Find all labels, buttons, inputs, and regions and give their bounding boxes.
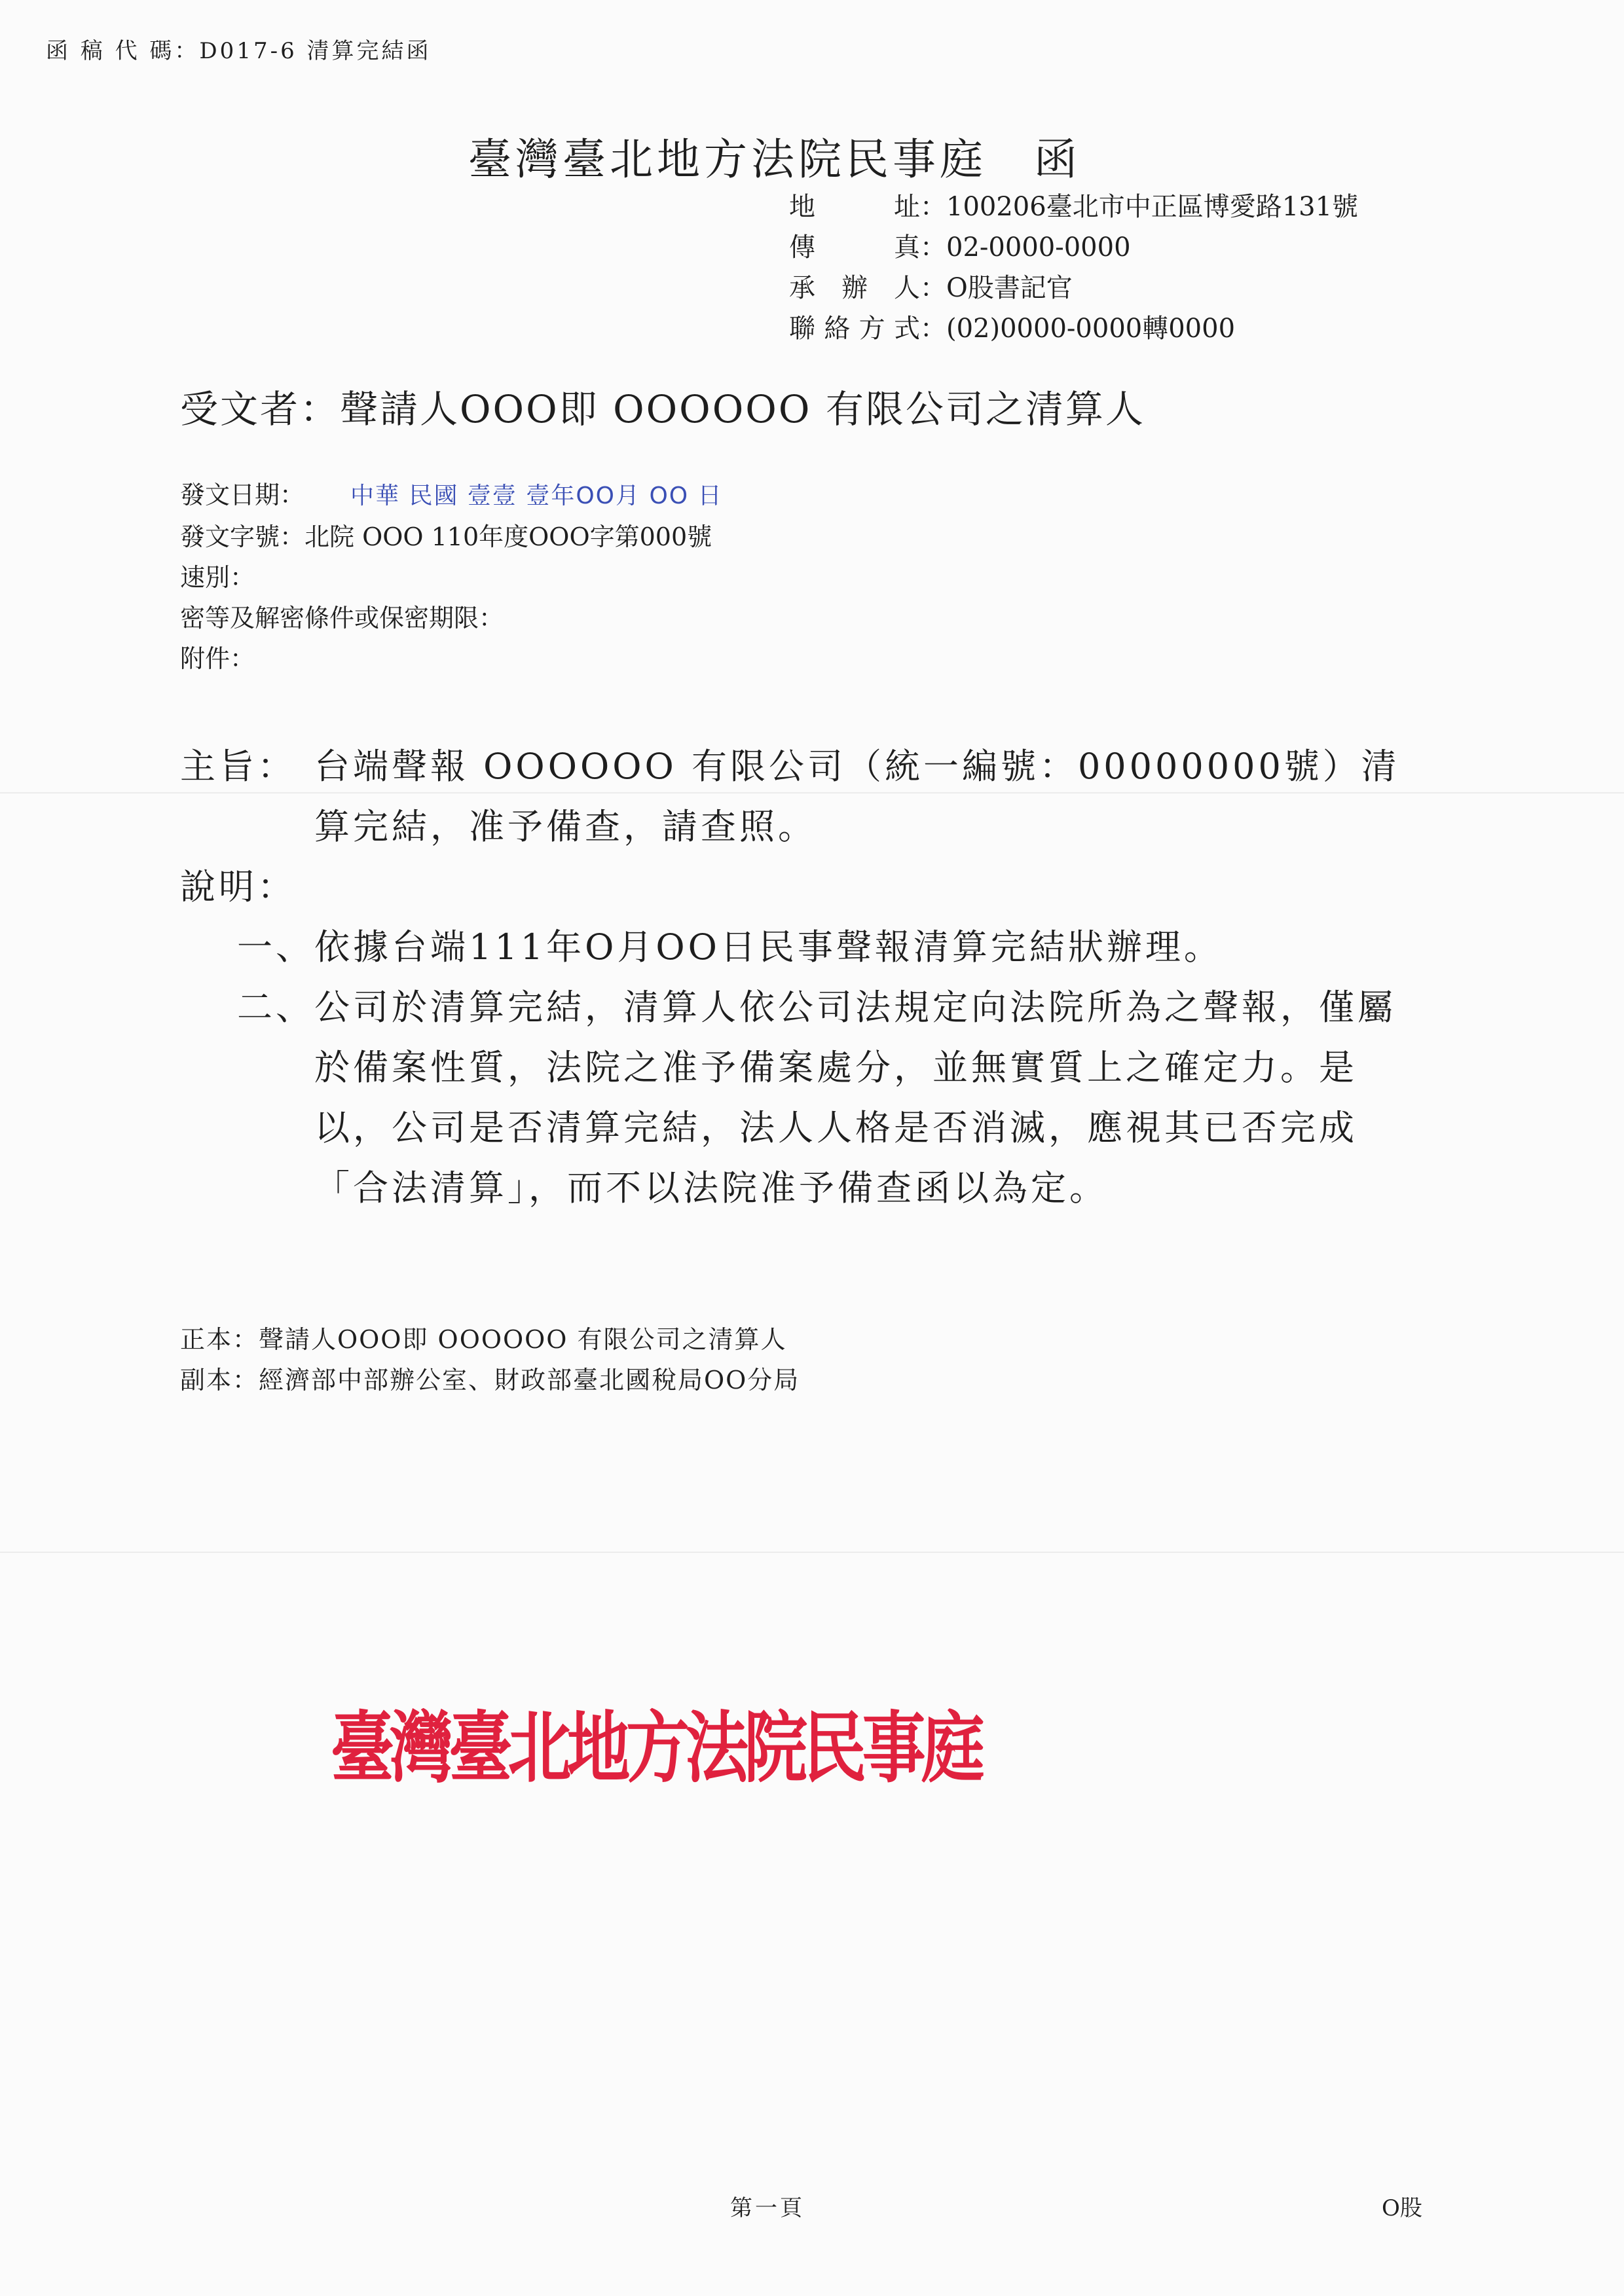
contact-fax: 傳真 ： 02-0000-0000 bbox=[789, 232, 1131, 263]
issue-date: 發文日期： 中華 民國 壹壹 壹年OO月 OO 日 bbox=[180, 481, 723, 509]
original-recipient: 正本：聲請人OOO即 OOOOOO 有限公司之清算人 bbox=[180, 1325, 787, 1354]
contact-phone: 聯絡方式 ： (02)0000-0000轉0000 bbox=[789, 314, 1236, 344]
speed-class: 速別： bbox=[180, 563, 255, 592]
copies-block bbox=[180, 1319, 800, 1400]
letter-body bbox=[180, 737, 1434, 1218]
recipient: 受文者：聲請人OOO即 OOOOOO 有限公司之清算人 bbox=[180, 387, 1145, 431]
explanation-label: 說明： bbox=[180, 866, 296, 907]
subject: 主旨： 台端聲報 OOOOOO 有限公司（統一編號：00000000號）清算完結，准予備查，請查照。 bbox=[180, 746, 1400, 847]
page-number: 第一頁 bbox=[730, 2195, 805, 2221]
secrecy-level: 密等及解密條件或保密期限： bbox=[180, 604, 504, 632]
attachment: 附件： bbox=[180, 644, 255, 673]
contact-block bbox=[789, 187, 1358, 349]
court-seal-stamp: 臺灣臺北地方法院民事庭 bbox=[331, 1703, 981, 1793]
document-title: 臺灣臺北地方法院民事庭 函 bbox=[468, 134, 1081, 185]
explanation-item: 一、 依據台端111年O月OO日民事聲報清算完結狀辦理。 bbox=[237, 926, 1223, 968]
form-code: 函 稿 代 碼：D017-6 清算完結函 bbox=[46, 38, 432, 64]
copy-recipient: 副本：經濟部中部辦公室、財政部臺北國稅局OO分局 bbox=[180, 1366, 800, 1394]
document-number: 發文字號：北院 OOO 110年度OOO字第000號 bbox=[180, 522, 712, 551]
document-meta bbox=[180, 475, 723, 679]
contact-address: 地址 ： 100206臺北市中正區博愛路131號 bbox=[789, 192, 1359, 222]
explanation-item: 二、 公司於清算完結，清算人依公司法規定向法院所為之聲報，僅屬於備案性質，法院之准予備案處分，並無實質上之確定力。是以，公司是否清算完結，法人人格是否消滅，應視其已否完成「合法清算」，而不以法院准予備查函以為定。 bbox=[237, 987, 1396, 1209]
section-code: O股 bbox=[1382, 2195, 1422, 2221]
paper-fold-line bbox=[0, 1552, 1624, 1553]
contact-handler: 承辦人 ： O股書記官 bbox=[789, 273, 1073, 303]
date-stamp: 中華 民國 壹壹 壹年OO月 OO 日 bbox=[350, 483, 723, 509]
